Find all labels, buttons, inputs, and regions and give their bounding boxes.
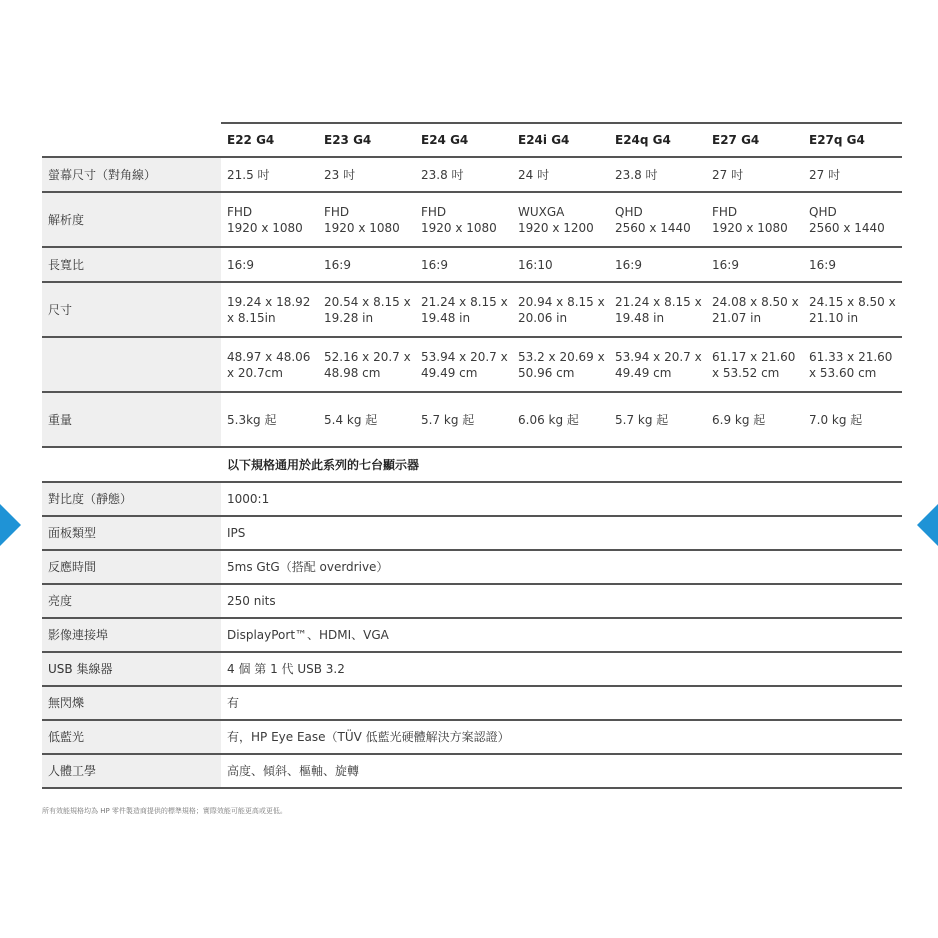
- footnote: 所有效能規格均為 HP 零件製造商提供的標準規格；實際效能可能更高或更低。: [42, 807, 287, 815]
- spec-value: [415, 192, 512, 247]
- spec-value-line: 19.28 in: [324, 310, 374, 325]
- spec-value: [318, 337, 415, 392]
- spec-value-line: 1920 x 1080: [324, 220, 400, 235]
- spec-value: [803, 392, 902, 447]
- spec-value: [609, 392, 706, 447]
- common-spec-label: 面板類型: [42, 516, 221, 550]
- spec-value-line: 16:9: [227, 257, 254, 272]
- spec-value: [415, 247, 512, 282]
- spec-value-line: 53.94 x 20.7 x: [615, 349, 702, 364]
- spec-value-line: 16:9: [712, 257, 739, 272]
- common-spec-row: [42, 686, 902, 720]
- spec-value: [221, 247, 318, 282]
- spec-value-line: 50.96 cm: [518, 365, 575, 380]
- spec-table: [42, 122, 902, 789]
- spec-value: [415, 282, 512, 337]
- spec-value: [803, 337, 902, 392]
- spec-value-line: 16:9: [615, 257, 642, 272]
- model-header: E23 G4: [318, 123, 415, 157]
- spec-label: 長寬比: [42, 247, 221, 282]
- spec-value-line: 49.49 cm: [421, 365, 478, 380]
- common-spec-row: [42, 482, 902, 516]
- spec-value: [221, 192, 318, 247]
- spec-value: [706, 157, 803, 192]
- spec-label: 尺寸: [42, 282, 221, 337]
- spec-value-line: 1920 x 1080: [227, 220, 303, 235]
- spec-label: 重量: [42, 392, 221, 447]
- spec-value: [706, 337, 803, 392]
- common-spec-label: USB 集線器: [42, 652, 221, 686]
- common-spec-value: 有，HP Eye Ease（TÜV 低藍光硬體解決方案認證）: [221, 720, 902, 754]
- spec-row: [42, 337, 902, 392]
- model-header: E24q G4: [609, 123, 706, 157]
- next-page-arrow-icon[interactable]: [917, 504, 938, 546]
- spec-value-line: x 53.60 cm: [809, 365, 877, 380]
- spec-value: [706, 247, 803, 282]
- common-spec-row: [42, 550, 902, 584]
- model-header: E27q G4: [803, 123, 902, 157]
- spec-value-line: 6.06 kg 起: [518, 412, 579, 427]
- spec-value-line: 21.07 in: [712, 310, 762, 325]
- spec-body: [42, 157, 902, 447]
- spec-value: [318, 247, 415, 282]
- common-spec-row: [42, 618, 902, 652]
- spec-value-line: 20.94 x 8.15 x: [518, 294, 605, 309]
- spec-value: [803, 157, 902, 192]
- spec-value: [415, 392, 512, 447]
- spec-value-line: 16:9: [809, 257, 836, 272]
- spec-value: [706, 192, 803, 247]
- spec-value-line: 24.15 x 8.50 x: [809, 294, 896, 309]
- spec-value: [221, 282, 318, 337]
- spec-value-line: 19.48 in: [615, 310, 665, 325]
- spec-value-line: 6.9 kg 起: [712, 412, 766, 427]
- common-spec-value: IPS: [221, 516, 902, 550]
- spec-value: [221, 157, 318, 192]
- common-spec-label: 對比度（靜態）: [42, 482, 221, 516]
- common-spec-value: 1000:1: [221, 482, 902, 516]
- common-spec-label: 人體工學: [42, 754, 221, 788]
- spec-value-line: FHD: [227, 204, 253, 219]
- spec-value-line: 23 吋: [324, 167, 356, 182]
- common-spec-value: 高度、傾斜、樞軸、旋轉: [221, 754, 902, 788]
- common-spec-row: [42, 652, 902, 686]
- spec-value: [512, 337, 609, 392]
- common-spec-row: [42, 516, 902, 550]
- spec-value-line: 19.48 in: [421, 310, 471, 325]
- common-spec-row: [42, 720, 902, 754]
- spec-value-line: 5.3kg 起: [227, 412, 277, 427]
- spec-value: [706, 392, 803, 447]
- spec-value-line: 27 吋: [712, 167, 744, 182]
- spec-label: [42, 337, 221, 392]
- spec-value-line: 19.24 x 18.92: [227, 294, 311, 309]
- spec-value-line: 20.54 x 8.15 x: [324, 294, 411, 309]
- spec-value-line: 1920 x 1080: [421, 220, 497, 235]
- spec-value-line: 53.94 x 20.7 x: [421, 349, 508, 364]
- spec-value-line: 49.49 cm: [615, 365, 672, 380]
- spec-value: [415, 157, 512, 192]
- common-spec-section: [42, 447, 902, 482]
- spec-row: [42, 192, 902, 247]
- spec-value: [706, 282, 803, 337]
- common-spec-label: 影像連接埠: [42, 618, 221, 652]
- common-heading: 以下規格通用於此系列的七台顯示器: [221, 447, 902, 482]
- common-spec-value: 5ms GtG（搭配 overdrive）: [221, 550, 902, 584]
- spec-value-line: 21.24 x 8.15 x: [615, 294, 702, 309]
- spec-value-line: FHD: [712, 204, 738, 219]
- spec-value-line: 1920 x 1080: [712, 220, 788, 235]
- spec-value-line: 5.7 kg 起: [421, 412, 475, 427]
- spec-value-line: 1920 x 1200: [518, 220, 594, 235]
- spec-value-line: 16:10: [518, 257, 553, 272]
- spec-value: [318, 392, 415, 447]
- spec-value-line: 5.4 kg 起: [324, 412, 378, 427]
- spec-value: [415, 337, 512, 392]
- spec-row: [42, 247, 902, 282]
- spec-value-line: 23.8 吋: [421, 167, 464, 182]
- spec-value: [609, 192, 706, 247]
- model-header: E24i G4: [512, 123, 609, 157]
- spec-value-line: 53.2 x 20.69 x: [518, 349, 605, 364]
- spec-value-line: x 8.15in: [227, 310, 276, 325]
- spec-value-line: 7.0 kg 起: [809, 412, 863, 427]
- spec-value-line: 2560 x 1440: [809, 220, 885, 235]
- spec-value-line: 20.06 in: [518, 310, 568, 325]
- common-spec-label: 低藍光: [42, 720, 221, 754]
- spec-value-line: x 53.52 cm: [712, 365, 780, 380]
- model-header: E27 G4: [706, 123, 803, 157]
- common-heading-row: [42, 447, 902, 482]
- spec-value-line: WUXGA: [518, 204, 565, 219]
- header-corner: [42, 123, 221, 157]
- model-header-row: [42, 123, 902, 157]
- spec-value-line: 24.08 x 8.50 x: [712, 294, 799, 309]
- previous-page-arrow-icon[interactable]: [0, 504, 21, 546]
- common-heading-spacer: [42, 447, 221, 482]
- common-spec-value: 有: [221, 686, 902, 720]
- spec-value: [803, 247, 902, 282]
- spec-value-line: FHD: [421, 204, 447, 219]
- spec-value-line: 21.24 x 8.15 x: [421, 294, 508, 309]
- common-spec-value: 4 個 第 1 代 USB 3.2: [221, 652, 902, 686]
- common-body: [42, 482, 902, 788]
- spec-value: [803, 192, 902, 247]
- spec-value-line: 21.5 吋: [227, 167, 270, 182]
- spec-row: [42, 157, 902, 192]
- spec-value-line: 61.33 x 21.60: [809, 349, 893, 364]
- spec-row: [42, 282, 902, 337]
- spec-value: [221, 392, 318, 447]
- spec-value-line: 2560 x 1440: [615, 220, 691, 235]
- spec-value: [512, 157, 609, 192]
- spec-value: [512, 247, 609, 282]
- spec-value-line: QHD: [615, 204, 643, 219]
- spec-value-line: 52.16 x 20.7 x: [324, 349, 411, 364]
- spec-value: [512, 392, 609, 447]
- spec-value-line: 16:9: [324, 257, 351, 272]
- common-spec-label: 亮度: [42, 584, 221, 618]
- spec-row: [42, 392, 902, 447]
- spec-value-line: 24 吋: [518, 167, 550, 182]
- spec-value-line: 48.98 cm: [324, 365, 381, 380]
- spec-value-line: 5.7 kg 起: [615, 412, 669, 427]
- common-spec-value: DisplayPort™、HDMI、VGA: [221, 618, 902, 652]
- spec-value-line: 21.10 in: [809, 310, 859, 325]
- common-spec-row: [42, 754, 902, 788]
- spec-value: [318, 192, 415, 247]
- spec-value: [609, 337, 706, 392]
- common-spec-value: 250 nits: [221, 584, 902, 618]
- spec-value: [803, 282, 902, 337]
- common-spec-row: [42, 584, 902, 618]
- spec-value: [512, 282, 609, 337]
- spec-value-line: 16:9: [421, 257, 448, 272]
- model-header: E24 G4: [415, 123, 512, 157]
- spec-value-line: FHD: [324, 204, 350, 219]
- spec-value: [221, 337, 318, 392]
- spec-value: [512, 192, 609, 247]
- spec-value: [609, 247, 706, 282]
- spec-value-line: 48.97 x 48.06: [227, 349, 311, 364]
- spec-value-line: 61.17 x 21.60: [712, 349, 796, 364]
- spec-value: [318, 282, 415, 337]
- spec-value-line: x 20.7cm: [227, 365, 283, 380]
- spec-value-line: 23.8 吋: [615, 167, 658, 182]
- common-spec-label: 反應時間: [42, 550, 221, 584]
- spec-value: [609, 282, 706, 337]
- spec-value-line: QHD: [809, 204, 837, 219]
- model-header: E22 G4: [221, 123, 318, 157]
- spec-value: [318, 157, 415, 192]
- common-spec-label: 無閃爍: [42, 686, 221, 720]
- spec-value: [609, 157, 706, 192]
- spec-label: 螢幕尺寸（對角線）: [42, 157, 221, 192]
- spec-label: 解析度: [42, 192, 221, 247]
- spec-value-line: 27 吋: [809, 167, 841, 182]
